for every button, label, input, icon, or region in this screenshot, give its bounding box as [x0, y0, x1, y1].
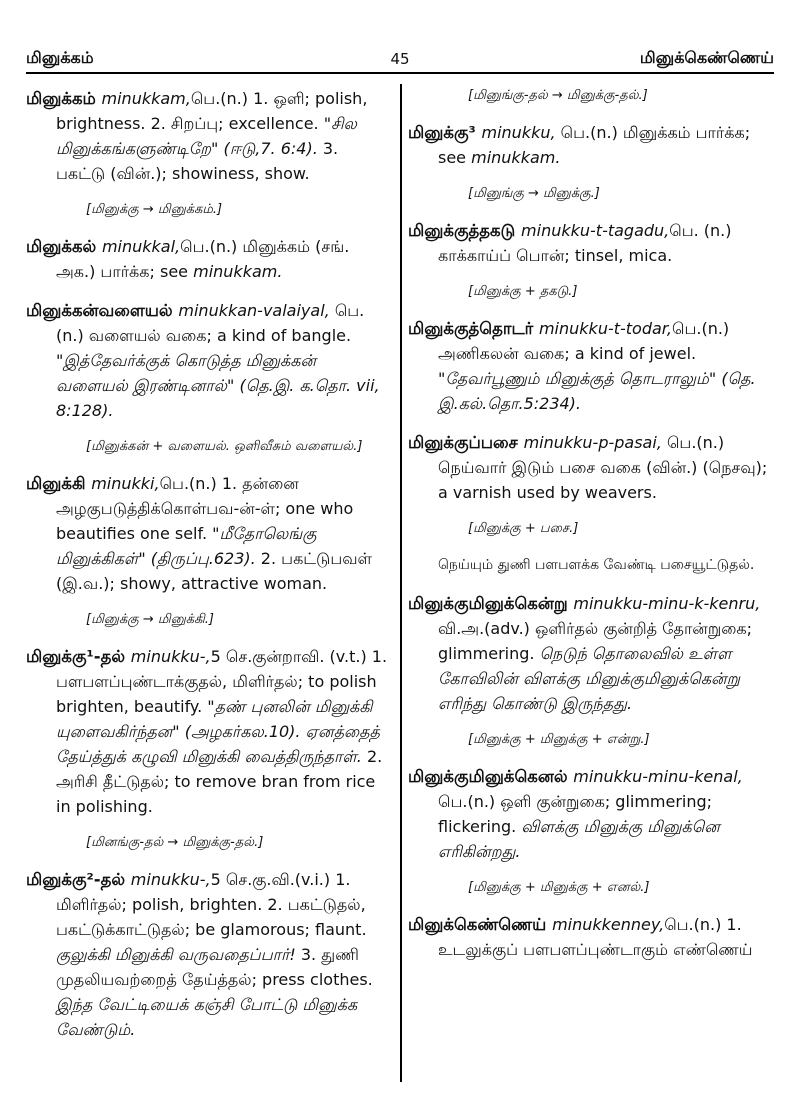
entry-italic-text: minukkam. — [471, 148, 561, 167]
entry-definition-text: பெ.(n.) வளையல் வகை; a kind of bangle. — [56, 301, 365, 345]
entry-definition-text: பெ.(n.) ஒளி குன்றுகை; glimmering; flickering. — [438, 792, 713, 836]
dictionary-entry — [26, 471, 388, 596]
entry-headword: மினுக்குப்பசை — [408, 433, 524, 452]
dictionary-entry — [26, 86, 388, 186]
entry-definition-text: 3. துணி முதலியவற்றைத் தேய்த்தல்; press clothes. — [56, 945, 373, 989]
entry-italic-text: minukkan-valaiyal, — [178, 301, 330, 320]
entry-italic-text: minukku-, — [130, 647, 211, 666]
etymology-note: [மினங்கு-தல் → மினுக்கு-தல்.] — [86, 835, 264, 850]
entry-italic-text: நெடுந் தொலைவில் உள்ள கோவிலின் விளக்கு மினுக்குமினுக்கென்று எரிந்து கொண்டு இருந்தது. — [438, 644, 740, 713]
entry-headword: மினுக்கன்வளையல் — [26, 301, 179, 320]
entry-headword: மினுக்கல் — [26, 237, 102, 256]
dictionary-entry — [408, 764, 768, 864]
etymology-note: [மினுக்கு + தகடு.] — [468, 284, 578, 299]
entry-definition-text: 5 செ.குன்றாவி. (v.t.) 1. பளபளப்புண்டாக்குதல், மிளிர்தல்; to polish brighten, beautify. — [56, 647, 388, 716]
entry-italic-text: "இத்தேவர்க்குக் கொடுத்த மினுக்கன் வளையல் இரண்டினால்" (தெ.இ. க.தொ. vii, 8:128). — [56, 351, 380, 420]
dictionary-entry — [26, 644, 388, 819]
entry-definition-text: பெ.(n.) 1. ஒளி; polish, brightness. 2. சிறப்பு; excellence. — [56, 89, 368, 133]
entry-headword: மினுக்கு¹-தல் — [26, 647, 131, 666]
dictionary-entry — [408, 120, 768, 170]
page-number: 45 — [390, 50, 410, 68]
dictionary-entry — [26, 298, 388, 423]
running-headword-left: மினுக்கம் — [26, 48, 94, 67]
column-divider — [400, 84, 402, 1082]
entry-italic-text: minukku-minu-k-kenru, — [573, 594, 761, 613]
entry-italic-text: "தண் புனலின் மினுக்கி யுளைவகிர்ந்தன" (அழகர்கல.10). ஏனத்தைத் தேய்த்துக் கழுவி மினுக்கி வைத்திருந்தாள். — [56, 697, 380, 766]
entry-italic-text: minukku-minu-kenal, — [573, 767, 743, 786]
entry-headword: மினுக்கெண்ணெய் — [408, 915, 553, 934]
dictionary-entry — [408, 218, 768, 268]
entry-italic-text: minukku-p-pasai, — [523, 433, 662, 452]
etymology-note: [மினுக்கன் + வளையல். ஒளிவீசும் வளையல்.] — [86, 439, 363, 454]
etymology-note: [மினுக்கு → மினுக்கி.] — [86, 612, 214, 627]
entry-headword: மினுக்குமினுக்கென்று — [408, 594, 574, 613]
entry-italic-text: குலுக்கி மினுக்கி வருவதைப்பார்! — [56, 945, 296, 964]
running-headword-right: மினுக்கெண்ணெய் — [639, 48, 774, 67]
entry-italic-text: "தேவர்பூணும் மினுக்குத் தொடராலும்" (தெ. இ.கல்.தொ.5:234). — [438, 369, 756, 413]
usage-note: நெய்யும் துணி பளபளக்க வேண்டி பசையூட்டுதல். — [438, 557, 755, 573]
right-column — [408, 86, 768, 976]
dictionary-entry — [408, 430, 768, 505]
entry-headword: மினுக்கி — [26, 474, 92, 493]
entry-italic-text: minukki, — [91, 474, 160, 493]
entry-italic-text: விளக்கு மினுக்கு மினுக்னெ எரிகின்றது. — [438, 817, 720, 861]
entry-italic-text: minukkenney, — [552, 915, 665, 934]
entry-headword: மினுக்கு²-தல் — [26, 870, 131, 889]
etymology-note: [மினுங்கு → மினுக்கு.] — [468, 186, 600, 201]
entry-italic-text: minukku, — [481, 123, 556, 142]
dictionary-entry — [408, 912, 768, 962]
entry-headword: மினுக்கம் — [26, 89, 102, 108]
entry-definition-text: பெ.(n.) நெய்வார் இடும் பசை வகை (வின்.) (நெசவு); a varnish used by weavers. — [438, 433, 768, 502]
entry-italic-text: minukku-t-tagadu, — [521, 221, 670, 240]
entry-italic-text: minukku-, — [130, 870, 211, 889]
entry-headword: மினுக்குத்தொடர் — [408, 319, 539, 338]
entry-headword: மினுக்குத்தகடு — [408, 221, 522, 240]
etymology-note: [மினுக்கு → மினுக்கம்.] — [86, 202, 223, 217]
entry-definition-text: 3. பகட்டு (வின்.); showiness, show. — [56, 139, 339, 183]
entry-headword: மினுக்கு³ — [408, 123, 482, 142]
entry-italic-text: minukkal, — [101, 237, 181, 256]
entry-italic-text: minukkam. — [193, 262, 283, 281]
dictionary-entry — [26, 234, 388, 284]
entry-definition-text: 2. பகட்டுபவள் (இ.வ.); showy, attractive woman. — [56, 549, 372, 593]
dictionary-entry — [408, 591, 768, 716]
etymology-note: [மினுக்கு + மினுக்கு + எனல்.] — [468, 880, 650, 895]
entry-definition-text: 5 செ.கு.வி.(v.i.) 1. மிளிர்தல்; polish, brighten. 2. பகட்டுதல், பகட்டுக்காட்டுதல்; be glamorous; flaunt. — [56, 870, 367, 939]
entry-definition-text: பெ. (n.) காக்காய்ப் பொன்; tinsel, mica. — [438, 221, 732, 265]
entry-definition-text: பெ.(n.) 1. உடலுக்குப் பளபளப்புண்டாகும் எண்ணெய் — [438, 915, 753, 959]
dictionary-entry — [408, 316, 768, 416]
entry-definition-text: பெ.(n.) அணிகலன் வகை; a kind of jewel. — [438, 319, 730, 363]
dictionary-entry — [26, 867, 388, 1042]
entry-definition-text: பெ.(n.) மினுக்கம் பார்க்க; see — [438, 123, 751, 167]
entry-italic-text: "மீதோலெங்கு மினுக்கிகள்" (திருப்பு.623). — [56, 524, 317, 568]
entry-italic-text: இந்த வேட்டியைக் கஞ்சி போட்டு மினுக்க வேண்டும். — [56, 995, 358, 1039]
left-column — [26, 86, 388, 1056]
entry-definition-text: பெ.(n.) 1. தன்னை அழகுபடுத்திக்கொள்பவ-ன்-ள்; one who beautifies one self. — [56, 474, 354, 543]
etymology-note: [மினுங்கு-தல் → மினுக்கு-தல்.] — [468, 88, 648, 103]
entry-definition-text: பெ.(n.) மினுக்கம் (சங். அக.) பார்க்க; see — [56, 237, 350, 281]
page-header — [26, 44, 774, 74]
etymology-note: [மினுக்கு + பசை.] — [468, 521, 579, 536]
entry-italic-text: minukku-t-todar, — [538, 319, 672, 338]
entry-headword: மினுக்குமினுக்கெனல் — [408, 767, 574, 786]
entry-italic-text: minukkam, — [101, 89, 191, 108]
etymology-note: [மினுக்கு + மினுக்கு + என்று.] — [468, 732, 650, 747]
entry-italic-text: "சில மினுக்கங்களுண்டிறே" (ஈடு,7. 6:4). — [56, 114, 357, 158]
entry-definition-text: வி.அ.(adv.) ஒளிர்தல் குன்றித் தோன்றுகை; glimmering. — [438, 619, 752, 663]
entry-definition-text: 2. அரிசி தீட்டுதல்; to remove bran from rice in polishing. — [56, 747, 383, 816]
